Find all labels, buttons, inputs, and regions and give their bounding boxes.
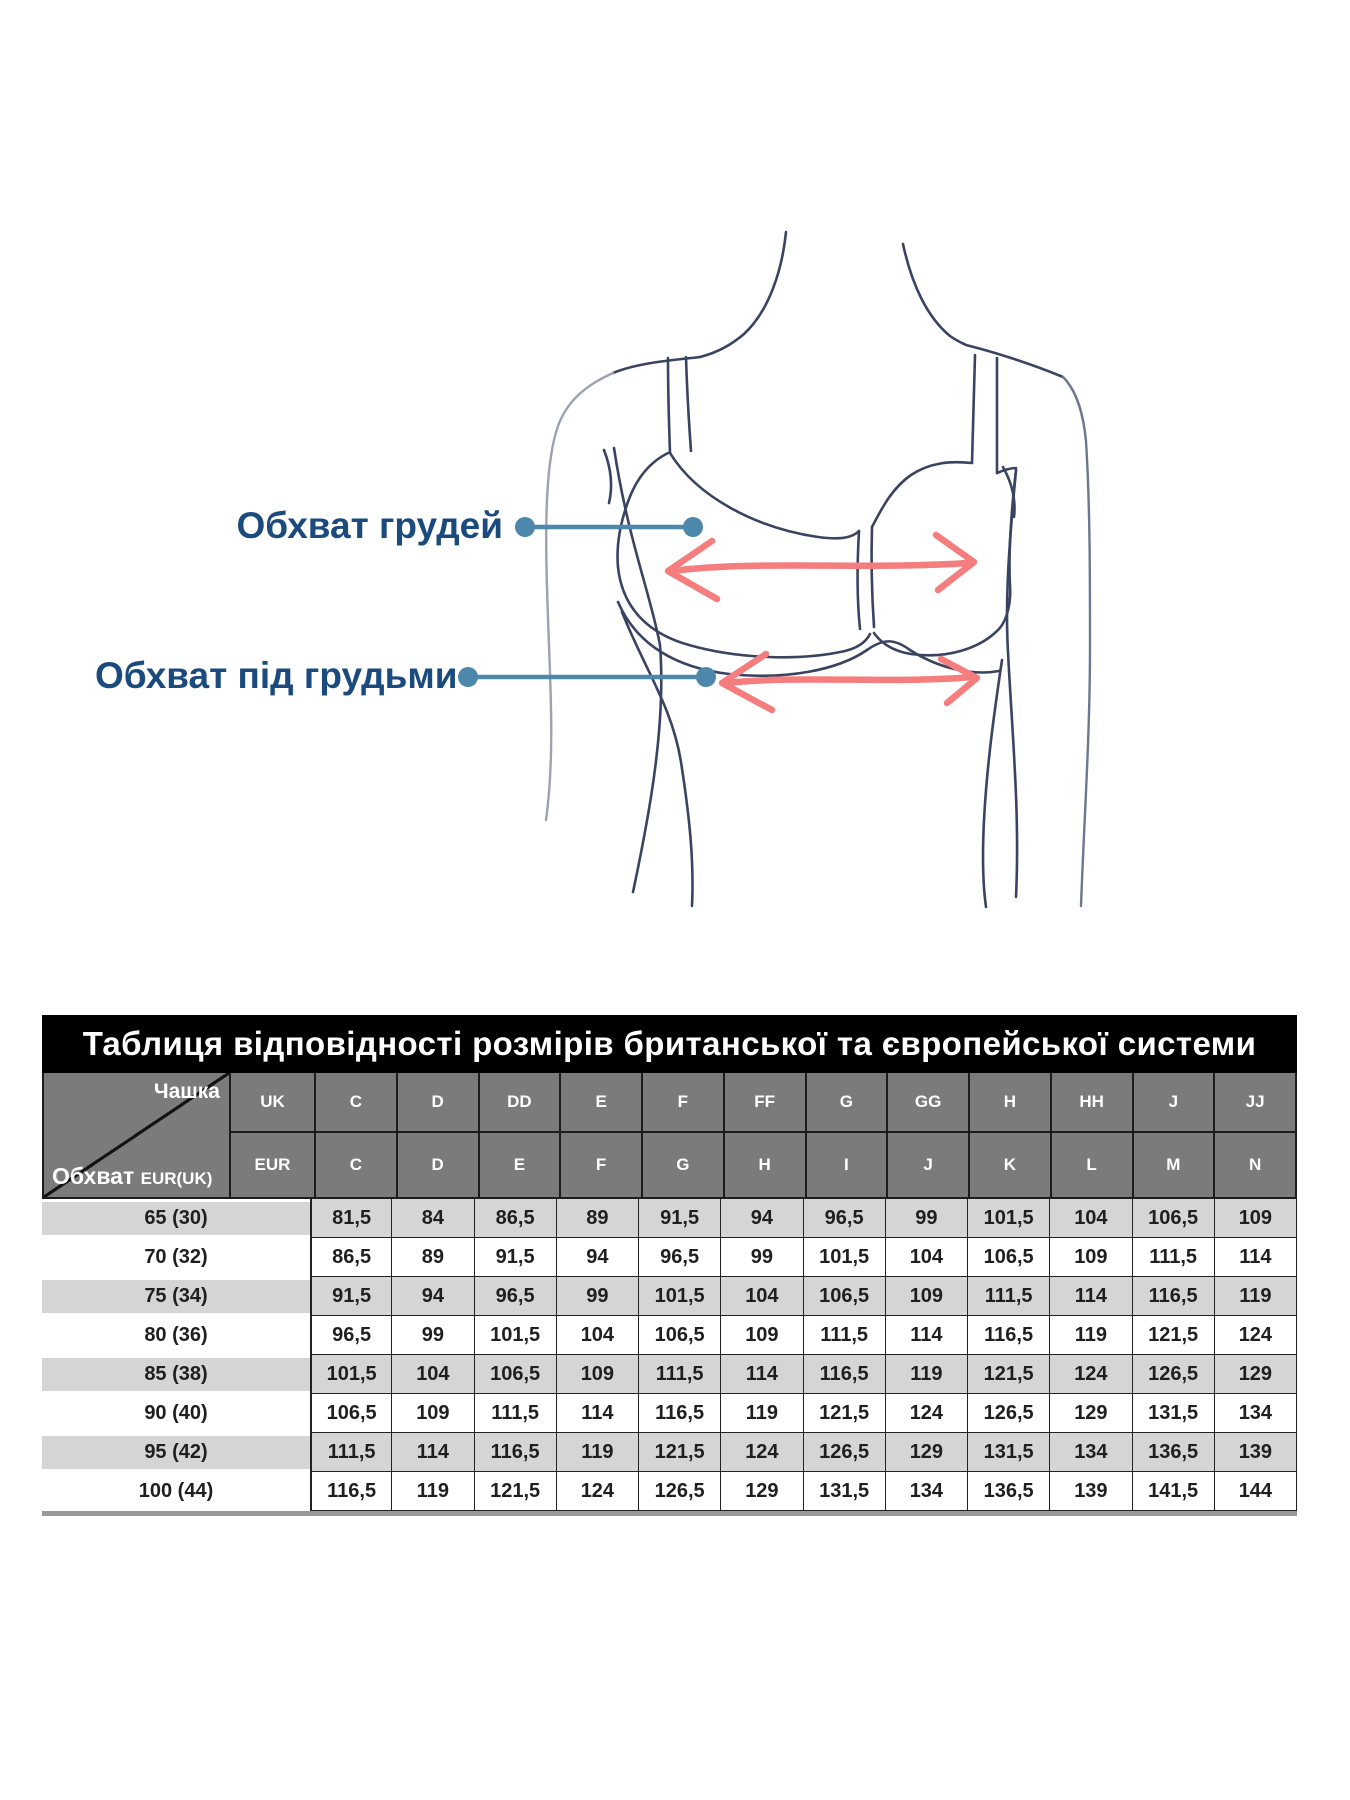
size-value-cell: 134 bbox=[886, 1472, 968, 1511]
size-value-cell: 139 bbox=[1215, 1433, 1297, 1472]
size-value-cell: 101,5 bbox=[968, 1199, 1050, 1238]
size-value-cell: 116,5 bbox=[639, 1394, 721, 1433]
size-value-cell: 126,5 bbox=[968, 1394, 1050, 1433]
size-value-cell: 116,5 bbox=[804, 1355, 886, 1394]
band-size-label: 90 (40) bbox=[42, 1394, 310, 1433]
table-row bbox=[42, 1355, 1297, 1394]
table-row bbox=[42, 1238, 1297, 1277]
size-value-cell: 109 bbox=[392, 1394, 474, 1433]
size-value-cell: 129 bbox=[886, 1433, 968, 1472]
size-value-cell: 96,5 bbox=[639, 1238, 721, 1277]
size-value-cell: 109 bbox=[1050, 1238, 1132, 1277]
size-value-cell: 121,5 bbox=[804, 1394, 886, 1433]
size-value-cell: 94 bbox=[392, 1277, 474, 1316]
bra-outline bbox=[617, 355, 1016, 676]
band-size-label: 75 (34) bbox=[42, 1277, 310, 1316]
size-value-cell: 89 bbox=[557, 1199, 639, 1238]
size-value-cell: 109 bbox=[886, 1277, 968, 1316]
eur-cup-header: L bbox=[1052, 1133, 1132, 1197]
uk-cup-header: GG bbox=[888, 1073, 968, 1131]
size-value-cell: 126,5 bbox=[639, 1472, 721, 1511]
band-size-label: 80 (36) bbox=[42, 1316, 310, 1355]
size-value-cell: 139 bbox=[1050, 1472, 1132, 1511]
corner-cup-label: Чашка bbox=[153, 1080, 220, 1103]
table-corner-cell bbox=[44, 1073, 229, 1197]
uk-cup-header: JJ bbox=[1215, 1073, 1295, 1131]
size-value-cell: 101,5 bbox=[639, 1277, 721, 1316]
band-size-label: 70 (32) bbox=[42, 1238, 310, 1277]
size-value-cell: 106,5 bbox=[639, 1316, 721, 1355]
size-value-cell: 124 bbox=[557, 1472, 639, 1511]
size-value-cell: 134 bbox=[1215, 1394, 1297, 1433]
size-value-cell: 121,5 bbox=[475, 1472, 557, 1511]
size-value-cell: 124 bbox=[721, 1433, 803, 1472]
size-value-cell: 99 bbox=[557, 1277, 639, 1316]
size-value-cell: 104 bbox=[1050, 1199, 1132, 1238]
size-value-cell: 106,5 bbox=[310, 1394, 392, 1433]
size-value-cell: 119 bbox=[557, 1433, 639, 1472]
table-bottom-border bbox=[42, 1511, 1297, 1516]
size-value-cell: 101,5 bbox=[310, 1355, 392, 1394]
table-row bbox=[42, 1316, 1297, 1355]
band-size-label: 85 (38) bbox=[42, 1355, 310, 1394]
size-value-cell: 94 bbox=[557, 1238, 639, 1277]
eur-cup-header: J bbox=[888, 1133, 968, 1197]
uk-units-cell: UK bbox=[231, 1073, 314, 1131]
size-value-cell: 129 bbox=[721, 1472, 803, 1511]
size-value-cell: 91,5 bbox=[639, 1199, 721, 1238]
uk-cup-header: DD bbox=[480, 1073, 560, 1131]
size-value-cell: 119 bbox=[1050, 1316, 1132, 1355]
size-value-cell: 114 bbox=[557, 1394, 639, 1433]
eur-cup-header: I bbox=[807, 1133, 887, 1197]
size-value-cell: 106,5 bbox=[475, 1355, 557, 1394]
size-value-cell: 116,5 bbox=[968, 1316, 1050, 1355]
size-value-cell: 111,5 bbox=[804, 1316, 886, 1355]
size-value-cell: 96,5 bbox=[804, 1199, 886, 1238]
uk-cup-header: E bbox=[561, 1073, 641, 1131]
size-value-cell: 131,5 bbox=[1133, 1394, 1215, 1433]
table-body bbox=[42, 1199, 1297, 1511]
size-value-cell: 119 bbox=[1215, 1277, 1297, 1316]
size-value-cell: 99 bbox=[721, 1238, 803, 1277]
eur-cup-header: M bbox=[1134, 1133, 1214, 1197]
uk-cup-header: H bbox=[970, 1073, 1050, 1131]
table-header bbox=[42, 1073, 1297, 1199]
size-value-cell: 104 bbox=[886, 1238, 968, 1277]
band-size-label: 100 (44) bbox=[42, 1472, 310, 1511]
size-value-cell: 89 bbox=[392, 1238, 474, 1277]
size-value-cell: 119 bbox=[721, 1394, 803, 1433]
size-value-cell: 136,5 bbox=[968, 1472, 1050, 1511]
size-value-cell: 114 bbox=[721, 1355, 803, 1394]
corner-girth-units: EUR(UK) bbox=[140, 1169, 213, 1188]
size-value-cell: 129 bbox=[1050, 1394, 1132, 1433]
eur-cup-header: H bbox=[725, 1133, 805, 1197]
size-value-cell: 144 bbox=[1215, 1472, 1297, 1511]
size-value-cell: 131,5 bbox=[804, 1472, 886, 1511]
size-value-cell: 121,5 bbox=[639, 1433, 721, 1472]
eur-cup-header: F bbox=[561, 1133, 641, 1197]
size-value-cell: 84 bbox=[392, 1199, 474, 1238]
underbust-label: Обхват під грудьми bbox=[95, 655, 458, 696]
size-value-cell: 114 bbox=[1215, 1238, 1297, 1277]
uk-cup-header: G bbox=[807, 1073, 887, 1131]
bust-arrow bbox=[668, 535, 974, 599]
size-value-cell: 124 bbox=[1215, 1316, 1297, 1355]
size-value-cell: 114 bbox=[392, 1433, 474, 1472]
size-value-cell: 119 bbox=[886, 1355, 968, 1394]
corner-girth-label: Обхват EUR(UK) bbox=[52, 1163, 213, 1189]
size-value-cell: 121,5 bbox=[968, 1355, 1050, 1394]
table-row bbox=[42, 1472, 1297, 1511]
table-title: Таблиця відповідності розмірів британської та європейської системи bbox=[42, 1015, 1297, 1073]
eur-cup-header: C bbox=[316, 1133, 396, 1197]
eur-cup-header: D bbox=[398, 1133, 478, 1197]
size-value-cell: 96,5 bbox=[310, 1316, 392, 1355]
size-value-cell: 126,5 bbox=[804, 1433, 886, 1472]
size-value-cell: 126,5 bbox=[1133, 1355, 1215, 1394]
size-value-cell: 99 bbox=[886, 1199, 968, 1238]
size-value-cell: 104 bbox=[557, 1316, 639, 1355]
size-value-cell: 86,5 bbox=[475, 1199, 557, 1238]
size-value-cell: 104 bbox=[721, 1277, 803, 1316]
table-row bbox=[42, 1433, 1297, 1472]
size-value-cell: 129 bbox=[1215, 1355, 1297, 1394]
size-value-cell: 104 bbox=[392, 1355, 474, 1394]
size-value-cell: 86,5 bbox=[310, 1238, 392, 1277]
eur-cup-header: N bbox=[1215, 1133, 1295, 1197]
table-row bbox=[42, 1199, 1297, 1238]
size-value-cell: 111,5 bbox=[475, 1394, 557, 1433]
band-size-label: 95 (42) bbox=[42, 1433, 310, 1472]
size-value-cell: 134 bbox=[1050, 1433, 1132, 1472]
size-value-cell: 111,5 bbox=[310, 1433, 392, 1472]
uk-cup-header: FF bbox=[725, 1073, 805, 1131]
size-value-cell: 111,5 bbox=[968, 1277, 1050, 1316]
table-row bbox=[42, 1277, 1297, 1316]
table-row bbox=[42, 1394, 1297, 1433]
size-value-cell: 106,5 bbox=[1133, 1199, 1215, 1238]
band-size-label: 65 (30) bbox=[42, 1199, 310, 1238]
uk-cup-header: J bbox=[1134, 1073, 1214, 1131]
size-value-cell: 99 bbox=[392, 1316, 474, 1355]
size-value-cell: 124 bbox=[1050, 1355, 1132, 1394]
eur-cup-header: E bbox=[480, 1133, 560, 1197]
size-value-cell: 106,5 bbox=[804, 1277, 886, 1316]
size-value-cell: 116,5 bbox=[310, 1472, 392, 1511]
size-value-cell: 91,5 bbox=[475, 1238, 557, 1277]
size-value-cell: 119 bbox=[392, 1472, 474, 1511]
size-value-cell: 101,5 bbox=[475, 1316, 557, 1355]
size-value-cell: 96,5 bbox=[475, 1277, 557, 1316]
bust-label: Обхват грудей bbox=[236, 505, 503, 546]
size-value-cell: 124 bbox=[886, 1394, 968, 1433]
size-value-cell: 81,5 bbox=[310, 1199, 392, 1238]
size-value-cell: 109 bbox=[721, 1316, 803, 1355]
size-value-cell: 109 bbox=[1215, 1199, 1297, 1238]
eur-cup-header: K bbox=[970, 1133, 1050, 1197]
size-value-cell: 131,5 bbox=[968, 1433, 1050, 1472]
size-table bbox=[42, 1015, 1297, 1516]
size-value-cell: 94 bbox=[721, 1199, 803, 1238]
size-value-cell: 116,5 bbox=[475, 1433, 557, 1472]
size-value-cell: 121,5 bbox=[1133, 1316, 1215, 1355]
size-value-cell: 111,5 bbox=[1133, 1238, 1215, 1277]
size-value-cell: 111,5 bbox=[639, 1355, 721, 1394]
uk-cup-header: D bbox=[398, 1073, 478, 1131]
size-value-cell: 101,5 bbox=[804, 1238, 886, 1277]
size-value-cell: 136,5 bbox=[1133, 1433, 1215, 1472]
right-arm-outline bbox=[1063, 377, 1090, 906]
size-value-cell: 106,5 bbox=[968, 1238, 1050, 1277]
size-value-cell: 114 bbox=[1050, 1277, 1132, 1316]
uk-cup-header: C bbox=[316, 1073, 396, 1131]
eur-units-cell: EUR bbox=[231, 1133, 314, 1197]
size-value-cell: 141,5 bbox=[1133, 1472, 1215, 1511]
size-value-cell: 116,5 bbox=[1133, 1277, 1215, 1316]
underbust-arrow bbox=[722, 654, 977, 710]
left-arm-outline bbox=[546, 373, 613, 820]
uk-cup-header: HH bbox=[1052, 1073, 1132, 1131]
size-value-cell: 109 bbox=[557, 1355, 639, 1394]
eur-cup-header: G bbox=[643, 1133, 723, 1197]
size-value-cell: 91,5 bbox=[310, 1277, 392, 1316]
size-value-cell: 114 bbox=[886, 1316, 968, 1355]
uk-cup-header: F bbox=[643, 1073, 723, 1131]
